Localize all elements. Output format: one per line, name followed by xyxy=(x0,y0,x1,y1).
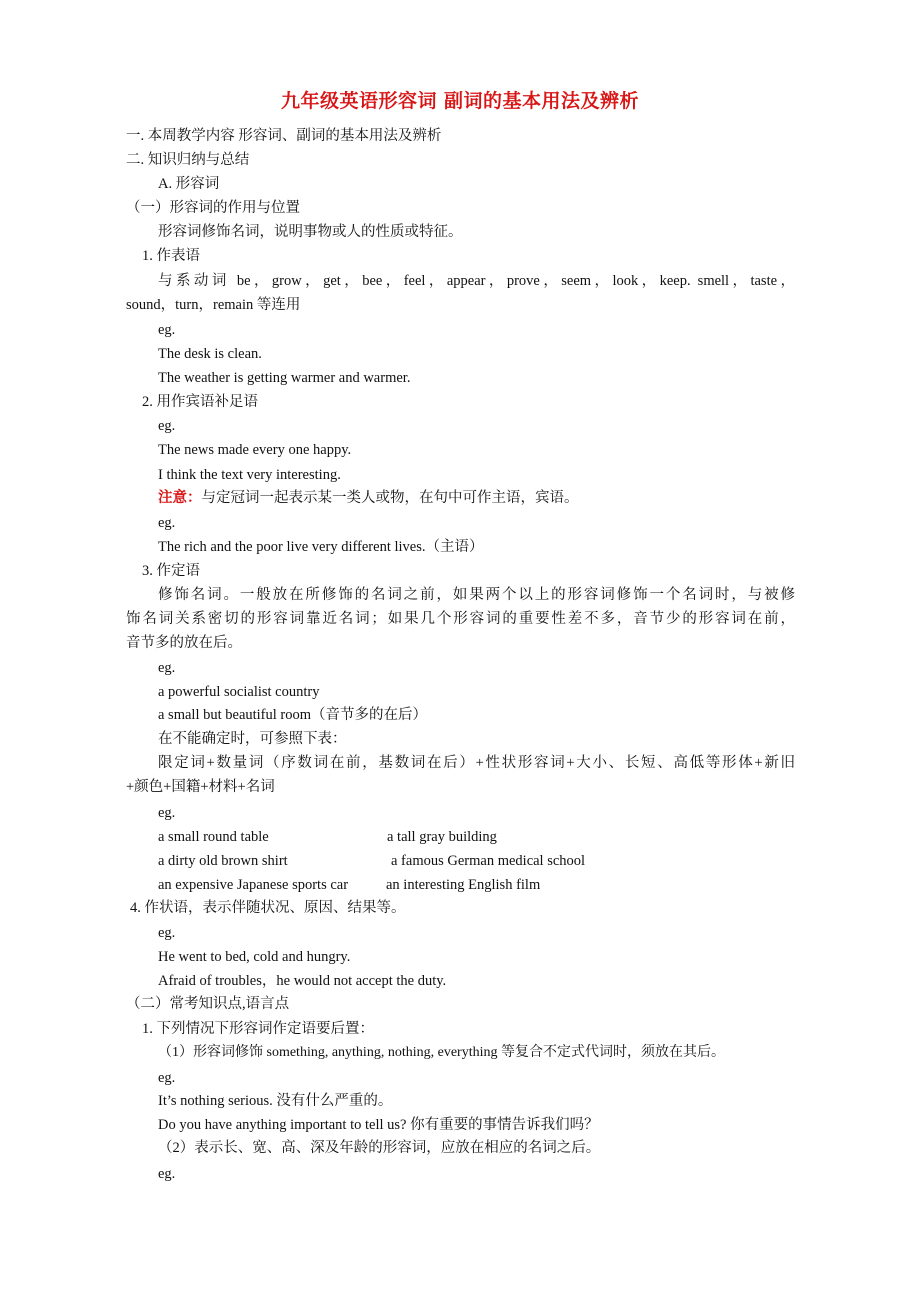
example-sentence: It’s nothing serious. 没有什么严重的。 xyxy=(158,1093,393,1109)
example-label: eg. xyxy=(158,660,176,676)
document-title: 九年级英语形容词 副词的基本用法及辨析 xyxy=(280,90,640,112)
subsection-heading: （一）形容词的作用与位置 xyxy=(126,200,300,216)
note-text: 与定冠词一起表示某一类人或物，在句中可作主语，宾语。 xyxy=(201,490,579,506)
example-phrase: a dirty old brown shirt xyxy=(158,853,288,869)
note-label: 注意： xyxy=(158,490,202,506)
list-heading: 3. 作定语 xyxy=(142,563,200,579)
list-heading: 1. 下列情况下形容词作定语要后置： xyxy=(142,1021,374,1037)
example-phrase: an expensive Japanese sports car xyxy=(158,877,349,893)
list-heading: 2. 用作宾语补足语 xyxy=(142,394,258,410)
example-sentence: He went to bed, cold and hungry. xyxy=(158,949,351,965)
list-heading: 4. 作状语，表示伴随状况、原因、结果等。 xyxy=(130,900,406,916)
example-phrase: a small but beautiful room（音节多的在后） xyxy=(158,707,428,723)
example-sentence: The desk is clean. xyxy=(158,346,262,362)
example-label: eg. xyxy=(158,925,176,941)
paragraph-line: 音节多的放在后。 xyxy=(126,635,242,651)
paragraph-line: （1）形容词修饰 something, anything, nothing, everything 等复合不定式代词时，须放在其后。 xyxy=(158,1045,725,1060)
example-sentence: The weather is getting warmer and warmer. xyxy=(158,370,411,386)
example-sentence: The rich and the poor live very different lives.（主语） xyxy=(158,539,484,555)
section-heading: 二. 知识归纳与总结 xyxy=(126,152,250,168)
paragraph-line: 在不能确定时，可参照下表： xyxy=(158,731,347,747)
paragraph-line: 形容词修饰名词，说明事物或人的性质或特征。 xyxy=(158,224,463,240)
example-label: eg. xyxy=(158,1166,176,1182)
paragraph-line: 饰名词关系密切的形容词靠近名词；如果几个形容词的重要性差不多，音节少的形容词在前， xyxy=(126,611,795,627)
list-heading: 1. 作表语 xyxy=(142,248,200,264)
paragraph-line: 与系动词 be，grow，get，bee，feel，appear，prove，seem，look，keep. smell，taste， xyxy=(158,273,795,289)
paragraph-line: 修饰名词。一般放在所修饰的名词之前，如果两个以上的形容词修饰一个名词时，与被修 xyxy=(158,587,795,603)
example-label: eg. xyxy=(158,1070,176,1086)
example-phrase: a powerful socialist country xyxy=(158,684,320,700)
example-phrase: a famous German medical school xyxy=(391,853,586,869)
example-phrase: a small round table xyxy=(158,829,269,845)
subsection-heading: A. 形容词 xyxy=(158,176,220,192)
example-sentence: I think the text very interesting. xyxy=(158,467,341,483)
subsection-heading: （二）常考知识点,语言点 xyxy=(126,996,290,1012)
paragraph-line: +颜色+国籍+材料+名词 xyxy=(126,779,275,795)
paragraph-line: （2）表示长、宽、高、深及年龄的形容词，应放在相应的名词之后。 xyxy=(158,1140,601,1156)
note-line xyxy=(158,488,579,508)
example-label: eg. xyxy=(158,805,176,821)
example-label: eg. xyxy=(158,322,176,338)
paragraph-line: 限定词+数量词（序数词在前，基数词在后）+性状形容词+大小、长短、高低等形体+新旧 xyxy=(158,755,795,771)
example-label: eg. xyxy=(158,418,176,434)
section-heading: 一. 本周教学内容 形容词、副词的基本用法及辨析 xyxy=(126,128,442,144)
example-sentence: The news made every one happy. xyxy=(158,442,352,458)
example-phrase: a tall gray building xyxy=(387,829,497,845)
paragraph-line: sound，turn，remain 等连用 xyxy=(126,297,301,313)
example-label: eg. xyxy=(158,515,176,531)
example-sentence: Afraid of troubles，he would not accept the duty. xyxy=(158,973,447,989)
example-sentence: Do you have anything important to tell us? 你有重要的事情告诉我们吗？ xyxy=(158,1117,599,1133)
example-phrase: an interesting English film xyxy=(386,877,541,893)
